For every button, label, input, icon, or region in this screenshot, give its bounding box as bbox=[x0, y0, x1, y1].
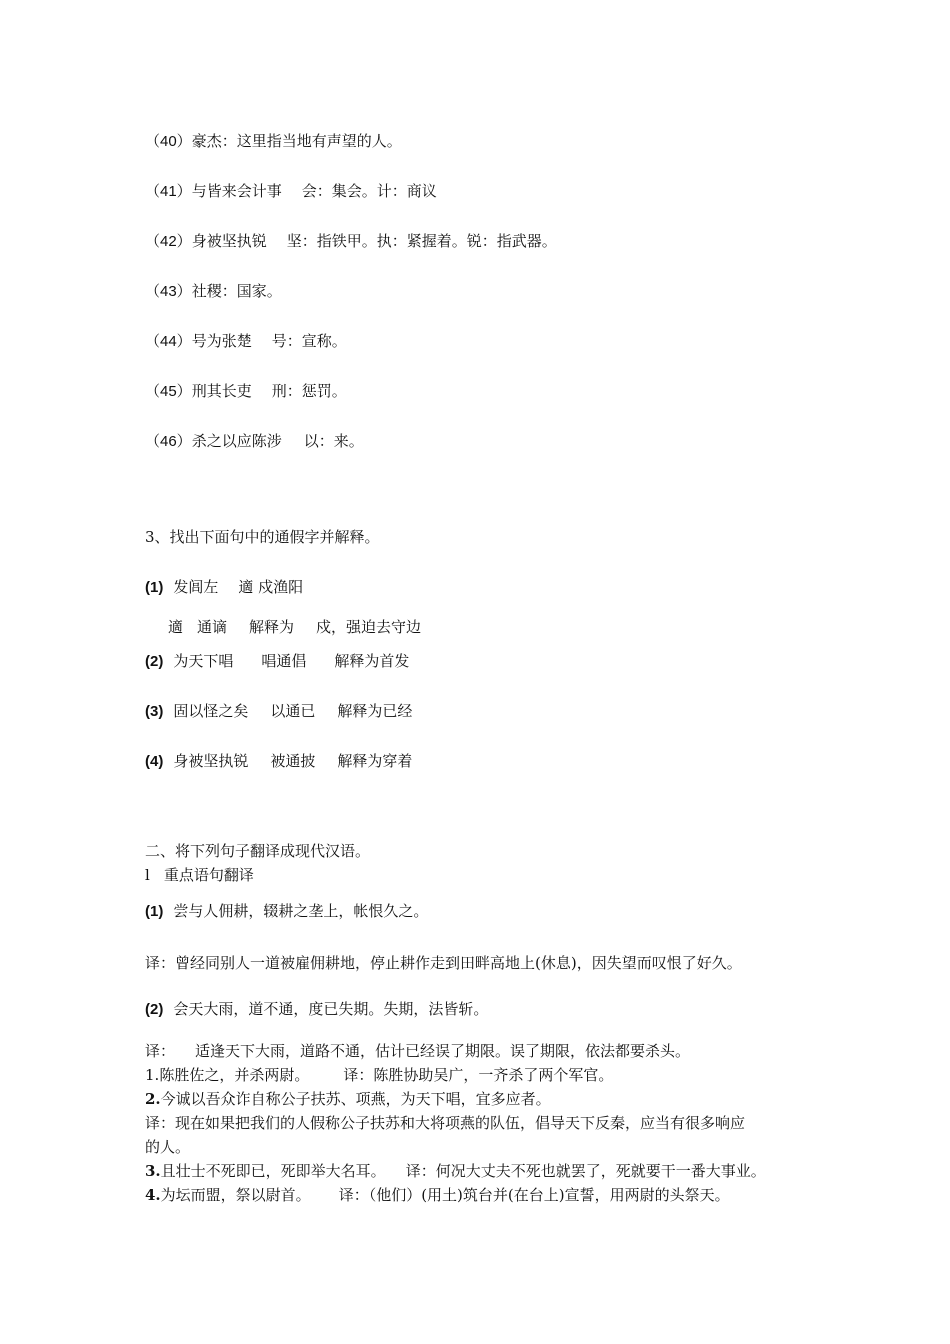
sentence-1-translation: 译：曾经同别人一道被雇佣耕地，停止耕作走到田畔高地上(休息)，因失望而叹恨了好久。 bbox=[145, 954, 742, 972]
item-explain: 解释为穿着 bbox=[337, 752, 413, 770]
note-number: （42） bbox=[145, 233, 192, 250]
line-4 bbox=[145, 1184, 730, 1206]
note-text: 豪杰：这里指当地有声望的人。 bbox=[191, 132, 402, 150]
item-number: (1) bbox=[145, 579, 164, 596]
note-text: 身被坚执锐 bbox=[191, 232, 267, 250]
line-2-translation-b: 的人。 bbox=[145, 1138, 191, 1156]
note-number: （40） bbox=[145, 133, 192, 150]
item-number: (2) bbox=[145, 653, 164, 670]
note-gloss: 刑：惩罚。 bbox=[271, 382, 347, 400]
note-text: 与皆来会计事 bbox=[191, 182, 282, 200]
item-phrase-2: 適 戍渔阳 bbox=[238, 578, 304, 596]
item-variant: 以通已 bbox=[270, 702, 316, 720]
section3-heading: 3、找出下面句中的通假字并解释。 bbox=[145, 528, 380, 546]
line-text: 今诚以吾众诈自称公子扶苏、项燕，为天下唱，宜多应者。 bbox=[160, 1090, 551, 1108]
line-translation: 译：陈胜协助吴广，一齐杀了两个军官。 bbox=[343, 1066, 614, 1084]
line-2-translation-a: 译：现在如果把我们的人假称公子扶苏和大将项燕的队伍，倡导天下反秦，应当有很多响应 bbox=[145, 1114, 746, 1132]
explain-text: 戍，强迫去守边 bbox=[316, 618, 422, 636]
sub-heading bbox=[145, 864, 254, 886]
note-gloss: 号：宣称。 bbox=[271, 332, 347, 350]
sentence-text: 尝与人佣耕，辍耕之垄上，帐恨久之。 bbox=[173, 902, 429, 920]
note-46 bbox=[145, 430, 364, 453]
note-43 bbox=[145, 280, 282, 303]
line-1 bbox=[145, 1064, 613, 1086]
sentence-2-translation bbox=[145, 1040, 690, 1062]
note-text: 号为张楚 bbox=[191, 332, 252, 350]
variant-of: 通谪 bbox=[197, 618, 228, 636]
line-number: 1. bbox=[145, 1066, 160, 1084]
note-number: （43） bbox=[145, 283, 192, 300]
item-phrase: 固以怪之矣 bbox=[173, 702, 249, 720]
sentence-2 bbox=[145, 998, 488, 1021]
note-gloss: 会：集会。计：商议 bbox=[301, 182, 437, 200]
item-variant: 被通披 bbox=[270, 752, 316, 770]
sentence-number: (1) bbox=[145, 903, 164, 920]
explain-label: 解释为 bbox=[249, 618, 295, 636]
item-phrase: 为天下唱 bbox=[173, 652, 234, 670]
note-number: （41） bbox=[145, 183, 192, 200]
sentence-1 bbox=[145, 900, 428, 923]
line-2 bbox=[145, 1088, 551, 1110]
translation-text: 适逢天下大雨，道路不通，估计已经误了期限。误了期限，依法都要杀头。 bbox=[195, 1042, 691, 1060]
section3-item-4 bbox=[145, 750, 412, 773]
note-45 bbox=[145, 380, 347, 403]
note-44 bbox=[145, 330, 347, 353]
note-gloss: 以：来。 bbox=[303, 432, 364, 450]
item-phrase: 身被坚执锐 bbox=[173, 752, 249, 770]
line-number: 4. bbox=[145, 1186, 161, 1204]
item-number: (4) bbox=[145, 753, 164, 770]
section-two-heading: 二、将下列句子翻译成现代汉语。 bbox=[145, 842, 371, 860]
line-text: 陈胜佐之，并杀两尉。 bbox=[159, 1066, 310, 1084]
line-text: 为坛而盟，祭以尉首。 bbox=[160, 1186, 311, 1204]
sentence-text: 会天大雨，道不通，度已失期。失期，法皆斩。 bbox=[173, 1000, 489, 1018]
sentence-number: (2) bbox=[145, 1001, 164, 1018]
line-number: 3. bbox=[145, 1162, 161, 1180]
note-gloss: 坚：指铁甲。执：紧握着。锐：指武器。 bbox=[286, 232, 557, 250]
section3-item-1-explain bbox=[168, 616, 421, 638]
note-text: 杀之以应陈涉 bbox=[191, 432, 282, 450]
section3-item-2 bbox=[145, 650, 409, 673]
note-text: 社稷：国家。 bbox=[191, 282, 282, 300]
translation-label: 译： bbox=[145, 1042, 176, 1060]
line-translation: 译：（他们）(用土)筑台并(在台上)宣誓，用两尉的头祭天。 bbox=[338, 1186, 730, 1204]
sub-heading-text: 重点语句翻译 bbox=[163, 866, 254, 884]
line-3 bbox=[145, 1160, 766, 1182]
note-41 bbox=[145, 180, 437, 203]
line-translation: 译：何况大丈夫不死也就罢了，死就要干一番大事业。 bbox=[405, 1162, 766, 1180]
note-text: 刑其长吏 bbox=[191, 382, 252, 400]
line-number: 2. bbox=[145, 1090, 161, 1108]
item-explain: 解释为已经 bbox=[337, 702, 413, 720]
note-40 bbox=[145, 130, 402, 153]
item-variant: 唱通倡 bbox=[261, 652, 307, 670]
section3-item-3 bbox=[145, 700, 412, 723]
item-phrase: 发闾左 bbox=[173, 578, 219, 596]
note-number: （46） bbox=[145, 433, 192, 450]
note-number: （44） bbox=[145, 333, 192, 350]
item-number: (3) bbox=[145, 703, 164, 720]
bullet: l bbox=[145, 866, 150, 884]
section3-item-1 bbox=[145, 576, 303, 599]
note-number: （45） bbox=[145, 383, 192, 400]
note-42 bbox=[145, 230, 557, 253]
line-text: 且壮士不死即已，死即举大名耳。 bbox=[160, 1162, 386, 1180]
variant-char: 適 bbox=[168, 618, 184, 636]
item-explain: 解释为首发 bbox=[334, 652, 410, 670]
